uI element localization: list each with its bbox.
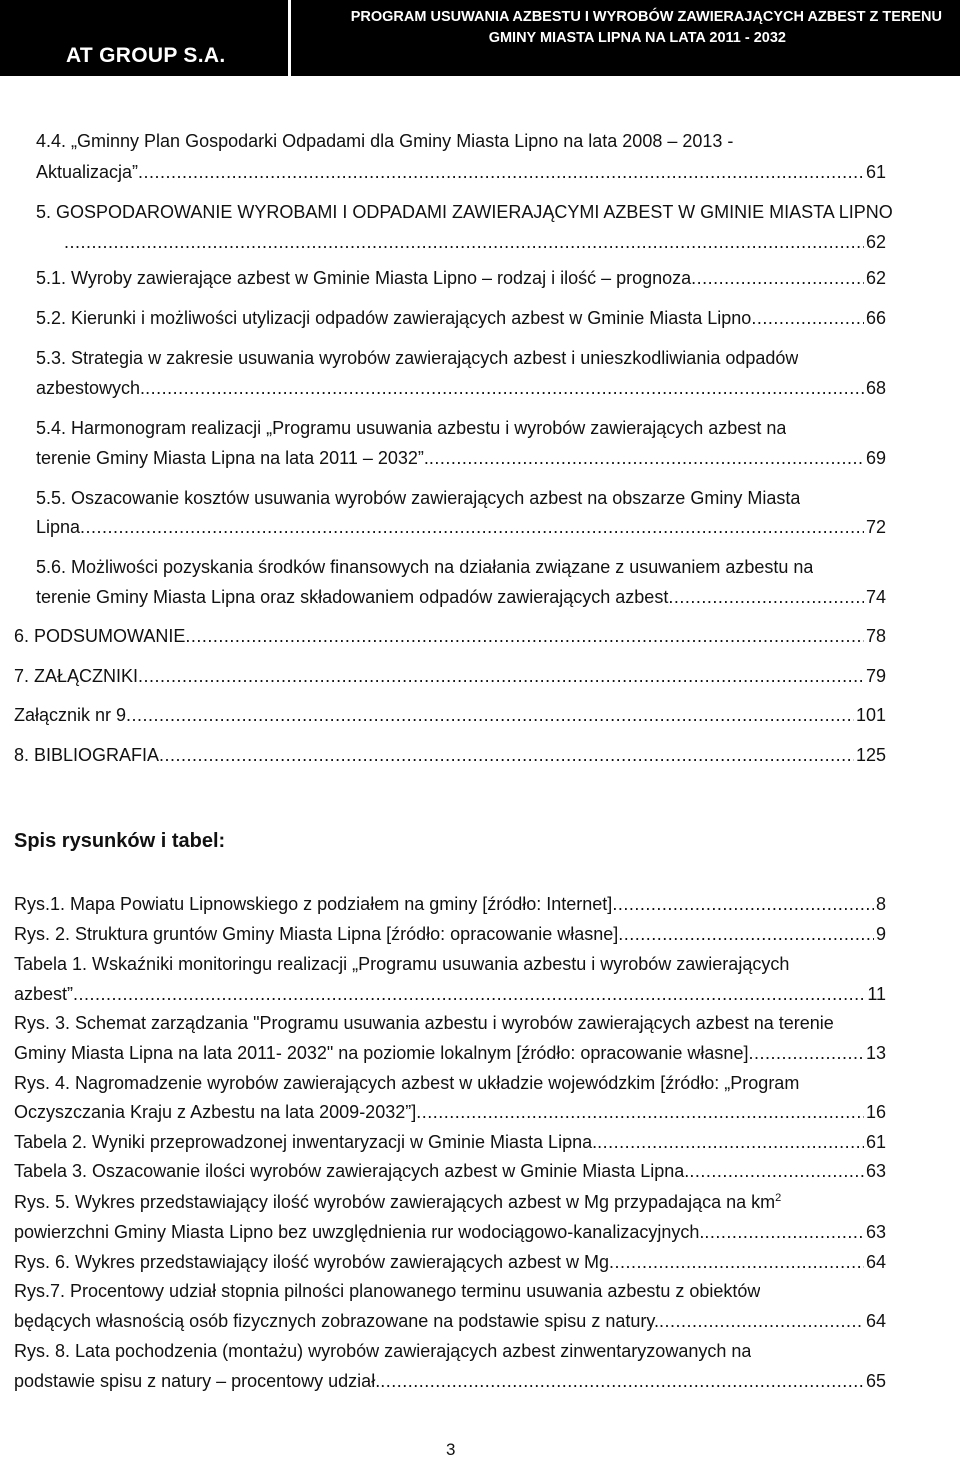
table-entry-1-line1: Tabela 1. Wskaźniki monitoringu realizacji „Programu usuwania azbestu i wyrobów zawierających <box>14 954 790 974</box>
dot-leader <box>597 1128 864 1156</box>
figure-entry-page: 13 <box>865 1043 886 1063</box>
figure-entry-rys-7-line1: Rys.7. Procentowy udział stopnia pilności planowanego terminu usuwania azbestu z obiektów <box>14 1281 761 1301</box>
program-title-line-1: PROGRAM USUWANIA AZBESTU I WYROBÓW ZAWIERAJĄCYCH AZBEST Z TERENU <box>350 9 942 25</box>
figure-entry-page: 61 <box>865 1132 886 1152</box>
figure-entry-text: podstawie spisu z natury – procentowy udział. <box>14 1371 381 1391</box>
figure-entry-text: Oczyszczania Kraju z Azbestu na lata 2009-2032”] <box>14 1102 417 1122</box>
dot-leader <box>659 1307 864 1335</box>
toc-entry-page: 66 <box>865 308 886 328</box>
figure-entry-page: 9 <box>875 924 886 944</box>
figure-entry-rys-5-line1 <box>14 1188 781 1216</box>
figure-entry-text: Rys. 6. Wykres przedstawiający ilość wyrobów zawierających azbest w Mg <box>14 1252 610 1272</box>
page-header <box>0 0 960 76</box>
figure-entry-page: 63 <box>865 1161 886 1181</box>
figure-entry-rys-8[interactable] <box>14 1367 886 1395</box>
toc-entry-text: 5.1. Wyroby zawierające azbest w Gminie Miasta Lipno – rodzaj i ilość – prognoza <box>36 268 692 288</box>
toc-entry-page: 78 <box>865 626 886 646</box>
dot-leader <box>380 1367 864 1395</box>
dot-leader <box>416 1098 864 1126</box>
figure-entry-page: 11 <box>867 984 886 1004</box>
toc-entry-text: terenie Gminy Miasta Lipna na lata 2011 – 2032”. <box>36 448 429 468</box>
company-name: AT GROUP S.A. <box>66 44 226 67</box>
toc-entry-text: Załącznik nr 9 <box>14 705 127 725</box>
toc-entry-page: 69 <box>865 448 886 468</box>
figure-entry-rys-4-line1: Rys. 4. Nagromadzenie wyrobów zawierających azbest w układzie wojewódzkim [źródło: „Program <box>14 1073 800 1093</box>
dot-leader <box>429 444 864 472</box>
dot-leader <box>126 701 854 729</box>
figure-entry-rys-5[interactable] <box>14 1218 886 1246</box>
toc-entry-page: 62 <box>865 268 886 288</box>
table-entry-3[interactable] <box>14 1157 886 1185</box>
toc-entry-page: 61 <box>865 162 886 182</box>
dot-leader <box>145 374 864 402</box>
figure-entry-text: Tabela 3. Oszacowanie ilości wyrobów zawierających azbest w Gminie Miasta Lipna. <box>14 1161 690 1181</box>
toc-entry-5-4-line1: 5.4. Harmonogram realizacji „Programu usuwania azbestu i wyrobów zawierających azbest na <box>36 418 787 438</box>
toc-entry-page: 72 <box>865 517 886 537</box>
figure-entry-text: Gminy Miasta Lipna na lata 2011- 2032" na poziomie lokalnym [źródło: opracowanie własne] <box>14 1043 749 1063</box>
program-title-line-2: GMINY MIASTA LIPNA NA LATA 2011 - 2032 <box>488 30 786 46</box>
figure-entry-text: Tabela 2. Wyniki przeprowadzonej inwentaryzacji w Gminie Miasta Lipna. <box>14 1132 598 1152</box>
toc-entry-5-6[interactable] <box>36 583 886 611</box>
figure-entry-rys-2[interactable] <box>14 920 886 948</box>
dot-leader <box>612 890 874 918</box>
toc-entry-4-4-line1: 4.4. „Gminny Plan Gospodarki Odpadami dla Gminy Miasta Lipno na lata 2008 – 2013 - <box>36 131 734 151</box>
table-entry-1[interactable] <box>14 980 886 1008</box>
superscript: 2 <box>775 1192 782 1204</box>
figure-entry-page: 64 <box>865 1252 886 1272</box>
figure-entry-page: 65 <box>865 1371 886 1391</box>
dot-leader <box>64 228 864 256</box>
figure-entry-rys-6[interactable] <box>14 1248 886 1276</box>
dot-leader <box>138 158 864 186</box>
toc-entry-page: 62 <box>865 232 886 252</box>
toc-entry-5-line1: 5. GOSPODAROWANIE WYROBAMI I ODPADAMI ZAWIERAJĄCYMI AZBEST W GMINIE MIASTA LIPNO <box>36 202 893 222</box>
dot-leader <box>748 1039 864 1067</box>
figure-entry-text: Rys. 5. Wykres przedstawiający ilość wyrobów zawierających azbest w Mg przypadająca na km <box>14 1192 776 1212</box>
toc-entry-page: 125 <box>855 745 886 765</box>
dot-leader <box>751 304 864 332</box>
figure-entry-page: 16 <box>865 1102 886 1122</box>
dot-leader <box>80 513 864 541</box>
dot-leader <box>159 741 854 769</box>
dot-leader <box>618 920 874 948</box>
toc-entry-5-3[interactable] <box>36 374 886 402</box>
dot-leader <box>689 1157 864 1185</box>
table-entry-2[interactable] <box>14 1128 886 1156</box>
toc-entry-page: 79 <box>865 666 886 686</box>
toc-entry-8[interactable] <box>14 741 886 769</box>
toc-entry-5-1[interactable] <box>36 264 886 292</box>
toc-entry-page: 74 <box>865 587 886 607</box>
toc-entry-text: azbestowych. <box>36 378 146 398</box>
figure-entry-text: azbest” <box>14 984 74 1004</box>
dot-leader <box>668 583 864 611</box>
figure-entry-rys-1[interactable] <box>14 890 886 918</box>
toc-entry-4-4[interactable] <box>36 158 886 186</box>
toc-entry-text: Lipna <box>36 517 81 537</box>
toc-entry-text: 7. ZAŁĄCZNIKI <box>14 666 139 686</box>
figure-entry-rys-7[interactable] <box>14 1307 886 1335</box>
figure-entry-rys-8-line1: Rys. 8. Lata pochodzenia (montażu) wyrobów zawierających azbest zinwentaryzowanych na <box>14 1341 752 1361</box>
dot-leader <box>609 1248 864 1276</box>
figure-entry-text: będących własnością osób fizycznych zobrazowane na podstawie spisu z natury. <box>14 1311 660 1331</box>
toc-entry-5-6-line1: 5.6. Możliwości pozyskania środków finansowych na działania związane z usuwaniem azbestu na <box>36 557 814 577</box>
header-separator <box>288 0 291 76</box>
figure-entry-page: 63 <box>865 1222 886 1242</box>
toc-entry-text: 8. BIBLIOGRAFIA <box>14 745 160 765</box>
toc-entry-text: 5.2. Kierunki i możliwości utylizacji odpadów zawierających azbest w Gminie Miasta Lipno <box>36 308 752 328</box>
figures-heading: Spis rysunków i tabel: <box>14 830 226 852</box>
figure-entry-text: Rys.1. Mapa Powiatu Lipnowskiego z podziałem na gminy [źródło: Internet] <box>14 894 613 914</box>
toc-entry-text: 6. PODSUMOWANIE <box>14 626 186 646</box>
toc-entry-7[interactable] <box>14 662 886 690</box>
toc-entry-5[interactable] <box>64 228 886 256</box>
figure-entry-rys-3-line1: Rys. 3. Schemat zarządzania "Programu usuwania azbestu i wyrobów zawierających azbest na terenie <box>14 1013 834 1033</box>
figure-entry-page: 64 <box>865 1311 886 1331</box>
toc-entry-text: terenie Gminy Miasta Lipna oraz składowaniem odpadów zawierających azbest <box>36 587 669 607</box>
toc-entry-page: 68 <box>865 378 886 398</box>
toc-entry-5-4[interactable] <box>36 444 886 472</box>
toc-entry-page: 101 <box>855 705 886 725</box>
figure-entry-rys-4[interactable] <box>14 1098 886 1126</box>
figure-entry-text: powierzchni Gminy Miasta Lipno bez uwzględnienia rur wodociągowo-kanalizacyjnych. <box>14 1222 705 1242</box>
dot-leader <box>73 980 865 1008</box>
toc-entry-5-5[interactable] <box>36 513 886 541</box>
figure-entry-page: 8 <box>875 894 886 914</box>
toc-entry-zalacznik-9[interactable] <box>14 701 886 729</box>
dot-leader <box>691 264 864 292</box>
dot-leader <box>138 662 864 690</box>
toc-entry-text: Aktualizacja” <box>36 162 139 182</box>
dot-leader <box>704 1218 864 1246</box>
page-number: 3 <box>446 1440 456 1459</box>
toc-entry-5-5-line1: 5.5. Oszacowanie kosztów usuwania wyrobów zawierających azbest na obszarze Gminy Miasta <box>36 488 801 508</box>
toc-entry-5-2[interactable] <box>36 304 886 332</box>
toc-entry-6[interactable] <box>14 622 886 650</box>
toc-entry-5-3-line1: 5.3. Strategia w zakresie usuwania wyrobów zawierających azbest i unieszkodliwiania odpadów <box>36 348 799 368</box>
company-block <box>0 0 288 76</box>
dot-leader <box>185 622 864 650</box>
figure-entry-text: Rys. 2. Struktura gruntów Gminy Miasta Lipna [źródło: opracowanie własne] <box>14 924 619 944</box>
figure-entry-rys-3[interactable] <box>14 1039 886 1067</box>
